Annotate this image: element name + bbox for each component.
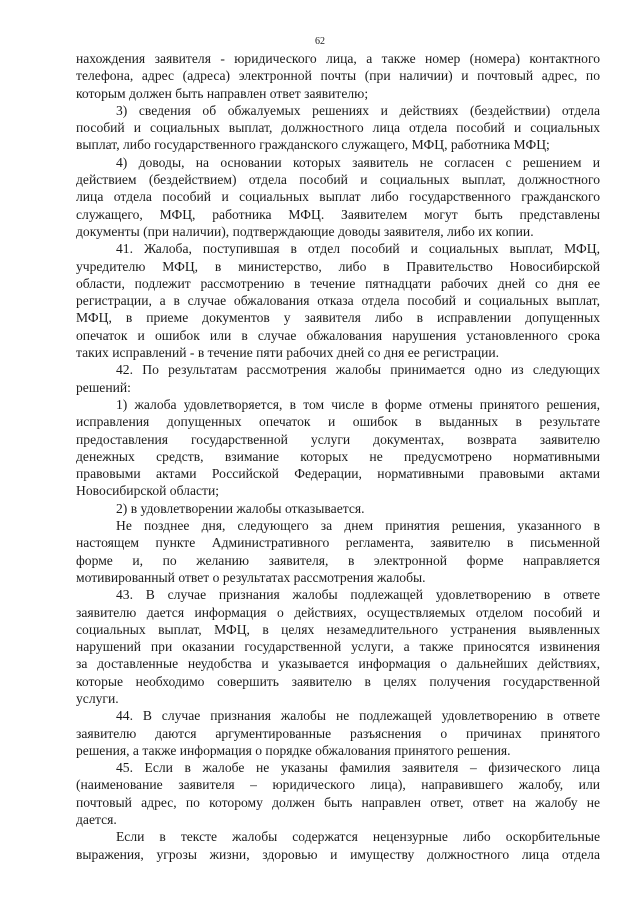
text-line: телефона, адрес (адреса) электронной почты (при наличии) и почтовый адрес, по: [76, 68, 600, 84]
text-line: дается.: [76, 812, 117, 828]
text-line: денежных средств, взимание которых не предусмотрено нормативными: [76, 448, 600, 464]
text-line: заявителю даются аргументированные разъяснения о причинах принятого: [76, 725, 600, 741]
text-line: выражения, угрозы жизни, здоровью и имуществу должностного лица отдела: [76, 846, 600, 862]
text-line: правовыми актами Российской Федерации, нормативными правовыми актами: [76, 466, 600, 482]
text-line: опечаток и ошибок или в случае обжалования нарушения установленного срока: [76, 327, 600, 343]
text-line: таких исправлений - в течение пяти рабочих дней со дня ее регистрации.: [76, 345, 500, 361]
text-line: Новосибирской области;: [76, 483, 220, 499]
text-line: нарушений при оказании государственной услуги, а также приносятся извинения: [76, 639, 600, 655]
text-line: 41. Жалоба, поступившая в отдел пособий и социальных выплат, МФЦ,: [116, 241, 600, 257]
text-line: 43. В случае признания жалобы подлежащей удовлетворению в ответе: [116, 587, 600, 603]
text-line: решений:: [76, 379, 131, 395]
text-line: МФЦ, в приеме документов у заявителя либо в исправлении допущенных: [76, 310, 600, 326]
text-line: действием (бездействием) отдела пособий и социальных выплат, должностного: [76, 172, 600, 188]
text-line: предоставления государственной услуги документах, возврата заявителю: [76, 431, 600, 447]
text-line: заявителю дается информация о действиях, осуществляемых отделом пособий и: [76, 604, 600, 620]
text-line: лица отдела пособий и социальных выплат либо государственного гражданского: [76, 189, 600, 205]
text-line: которые необходимо совершить заявителю в целях получения государственной: [76, 673, 600, 689]
text-line: которым должен быть направлен ответ заявителю;: [76, 85, 369, 101]
text-line: учредителю МФЦ, в министерство, либо в Правительство Новосибирской: [76, 258, 600, 274]
text-line: пособий и социальных выплат, должностного лица отдела пособий и социальных: [76, 120, 600, 136]
text-line: служащего, МФЦ, работника МФЦ. Заявителем могут быть представлены: [76, 206, 600, 222]
text-line: 42. По результатам рассмотрения жалобы принимается одно из следующих: [116, 362, 600, 378]
text-line: области, подлежит рассмотрению в течение пятнадцати рабочих дней со дня ее: [76, 275, 600, 291]
text-line: 2) в удовлетворении жалобы отказывается.: [116, 500, 365, 516]
text-line: регистрации, а в случае обжалования отказа отдела пособий и социальных выплат,: [76, 293, 600, 309]
text-line: услуги.: [76, 690, 119, 706]
document-body: [76, 50, 600, 863]
text-line: 3) сведения об обжалуемых решениях и действиях (бездействии) отдела: [116, 102, 600, 118]
text-line: Не позднее дня, следующего за днем принятия решения, указанного в: [116, 518, 600, 534]
text-line: выплат, либо государственного гражданского служащего, МФЦ, работника МФЦ;: [76, 137, 550, 153]
text-line: за доставленные неудобства и указывается информация о дальнейших действиях,: [76, 656, 600, 672]
text-line: 44. В случае признания жалобы не подлежащей удовлетворению в ответе: [116, 708, 600, 724]
text-line: почтовый адрес, по которому должен быть направлен ответ, ответ на жалобу не: [76, 794, 600, 810]
text-line: настоящем пункте Административного регламента, заявителю в письменной: [76, 535, 600, 551]
text-line: мотивированный ответ о результатах рассмотрения жалобы.: [76, 569, 426, 585]
text-line: нахождения заявителя - юридического лица, а также номер (номера) контактного: [76, 51, 600, 66]
page-number: 62: [315, 36, 325, 47]
text-line: документы (при наличии), подтверждающие доводы заявителя, либо их копии.: [76, 223, 534, 239]
text-line: решения, а также информация о порядке обжалования принятого решения.: [76, 742, 511, 758]
text-line: (наименование заявителя – юридического лица), направившего жалобу, или: [76, 777, 600, 793]
text-line: исправления допущенных опечаток и ошибок в выданных в результате: [76, 414, 600, 430]
text-line: социальных выплат, МФЦ, в целях незамедлительного устранения выявленных: [76, 621, 600, 637]
text-line: 1) жалоба удовлетворяется, в том числе в форме отмены принятого решения,: [116, 396, 600, 412]
text-line: Если в тексте жалобы содержатся нецензурные либо оскорбительные: [116, 829, 600, 845]
text-line: 45. Если в жалобе не указаны фамилия заявителя – физического лица: [116, 760, 600, 776]
text-line: форме и, по желанию заявителя, в электронной форме направляется: [76, 552, 600, 568]
text-line: 4) доводы, на основании которых заявитель не согласен с решением и: [116, 154, 600, 170]
